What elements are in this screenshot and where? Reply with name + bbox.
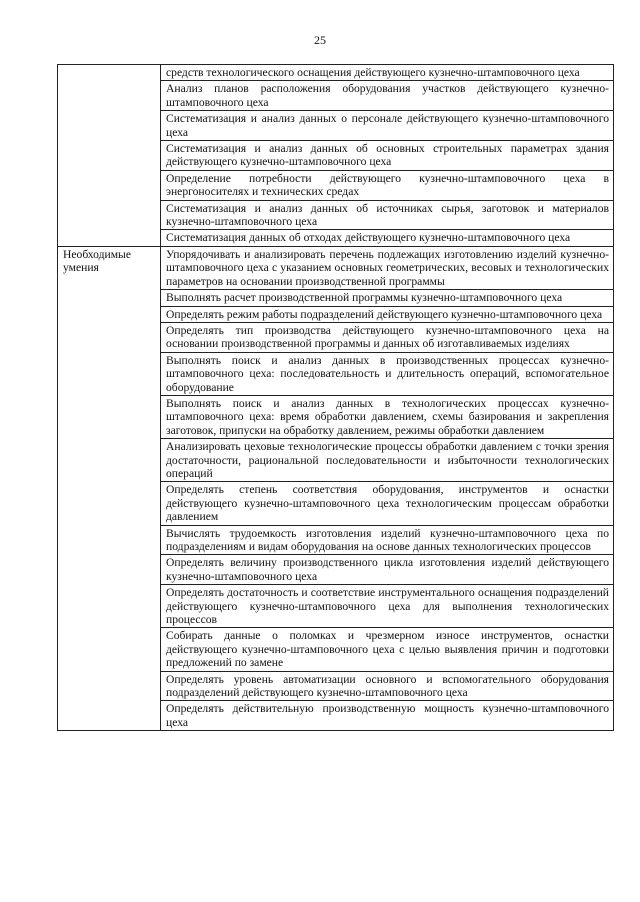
table-row [58,246,614,289]
table-cell: Вычислять трудоемкость изготовления изделий кузнечно-штамповочного цеха по подразделениям и видам оборудования на основе данных технологических процессов [161,525,614,555]
table-cell: Анализировать цеховые технологические процессы обработки давлением с точки зрения достаточности, рациональной последовательности и избыточности технологических операций [161,439,614,482]
table-cell: Определять тип производства действующего кузнечно-штамповочного цеха на основании производственной программы и данных об изготавливаемых изделиях [161,322,614,352]
table-cell: Выполнять поиск и анализ данных в производственных процессах кузнечно-штамповочного цеха: последовательность и длительность операций, вспомогательное оборудование [161,352,614,395]
table-cell: Собирать данные о поломках и чрезмерном износе инструментов, оснастки действующего кузнечно-штамповочного цеха с целью выявления причин и подготовки предложений по замене [161,628,614,671]
row-label: Необходимые умения [58,246,161,730]
table-cell: Выполнять расчет производственной программы кузнечно-штамповочного цеха [161,290,614,306]
table-cell: Систематизация и анализ данных об основных строительных параметрах здания действующего кузнечно-штамповочного цеха [161,141,614,171]
table-cell: Выполнять поиск и анализ данных в технологических процессах кузнечно-штамповочного цеха: время обработки давлением, схемы базирования и закрепления заготовок, припуски на обработку давлением, режимы обработки давлением [161,395,614,438]
page-number: 25 [314,33,326,47]
table-cell: Определять режим работы подразделений действующего кузнечно-штамповочного цеха [161,306,614,322]
table-cell: Упорядочивать и анализировать перечень подлежащих изготовлению изделий кузнечно-штамповочного цеха с указанием основных геометрических, весовых и технологических параметров на основании производственной программы [161,246,614,289]
table-cell: Систематизация и анализ данных об источниках сырья, заготовок и материалов кузнечно-штамповочного цеха [161,200,614,230]
row-label [58,65,161,247]
table-cell: Систематизация и анализ данных о персонале действующего кузнечно-штамповочного цеха [161,111,614,141]
table-cell: Определять достаточность и соответствие инструментального оснащения подразделений действующего кузнечно-штамповочного цеха для выполнения технологических процессов [161,585,614,628]
table-cell: Анализ планов расположения оборудования участков действующего кузнечно-штамповочного цеха [161,81,614,111]
table-cell: Систематизация данных об отходах действующего кузнечно-штамповочного цеха [161,230,614,246]
table-cell: Определять уровень автоматизации основного и вспомогательного оборудования подразделений действующего кузнечно-штамповочного цеха [161,671,614,701]
requirements-table [57,64,614,731]
table-cell: Определение потребности действующего кузнечно-штамповочного цеха в энергоносителях и технических средах [161,170,614,200]
table-cell: средств технологического оснащения действующего кузнечно-штамповочного цеха [161,65,614,81]
table-cell: Определять действительную производственную мощность кузнечно-штамповочного цеха [161,701,614,731]
table-row [58,65,614,81]
table-cell: Определять величину производственного цикла изготовления изделий действующего кузнечно-штамповочного цеха [161,555,614,585]
table-cell: Определять степень соответствия оборудования, инструментов и оснастки действующего кузнечно-штамповочного цеха технологическим процессам обработки давлением [161,482,614,525]
